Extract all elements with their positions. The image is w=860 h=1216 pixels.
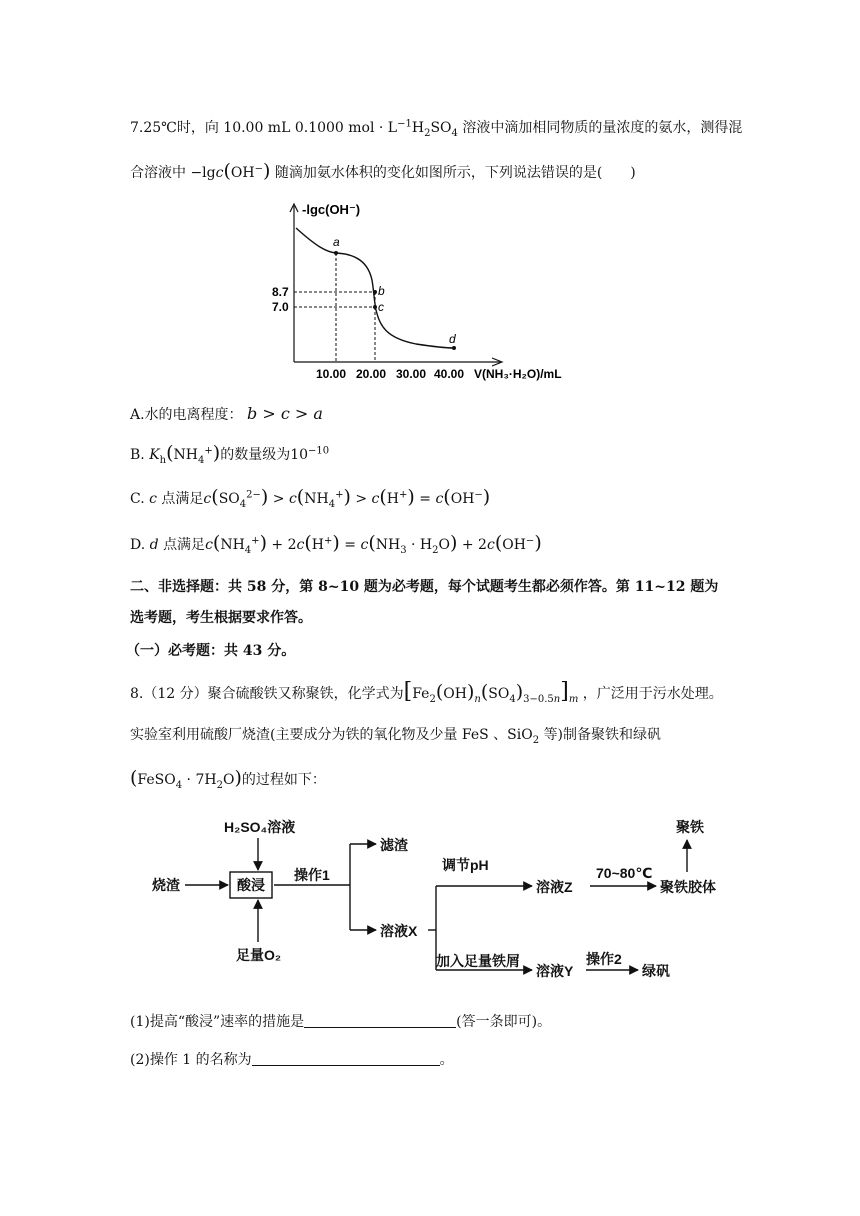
answer-blank-1[interactable] [304, 1013, 456, 1028]
section2-line2: 选考题，考生根据要求作答。 [130, 610, 312, 626]
flow-diagram [140, 810, 740, 990]
graph-point-c: c [378, 300, 384, 314]
flow-soly: 溶液Y [536, 963, 574, 979]
q8-sub2-text: (2)操作 1 的名称为 [130, 1052, 252, 1068]
titration-graph [272, 196, 576, 386]
option-d: D. d 点满足$c(NH_4^+) + 2c(H^+) = c(NH_3 \cdot H_2O) + 2c(OH^-)$ [130, 532, 542, 556]
q8-stem-d: 等)制备聚铁和绿矾 [543, 727, 662, 743]
flow-lvfan: 绿矾 [642, 963, 670, 979]
option-b-label: B. [130, 447, 150, 463]
q8-stem-b: ，广泛用于污水处理。 [582, 686, 723, 702]
graph-point-a: a [333, 235, 340, 249]
section2-sub: （一）必考题：共 43 分。 [126, 643, 296, 659]
option-b-text: 的数量级为10 [220, 447, 309, 463]
option-c: C. c 点满足$c(SO_4^{2-}) > c(NH_4^+) > c(H^+) = c(OH^-)$ [130, 486, 491, 510]
flow-lvzha: 滤渣 [380, 837, 408, 853]
q8-sub1-tail: (答一条即可)。 [456, 1014, 552, 1030]
q7-stem-f: 随滴加氨水体积的变化如图所示，下列说法错误的是( ) [274, 165, 636, 181]
q7-stem-e: 合溶液中 [130, 165, 186, 181]
q7-line1: 7.25℃时，向 10.00 mL 0.1000 mol · $L^{-1}H_2SO_4$ 溶液中滴加相同物质的量浓度的氨水，测得混 [130, 118, 743, 139]
q7-stem-b: H [411, 120, 425, 136]
answer-blank-2[interactable] [252, 1051, 440, 1066]
graph-xtick-10: 10.00 [316, 367, 347, 381]
graph-xtick-40: 40.00 [434, 367, 465, 381]
q8-sub1-text: (1)提高“酸浸”速率的措施是 [130, 1014, 305, 1030]
flow-op2: 操作2 [586, 951, 622, 967]
q8-sub2 [130, 1050, 454, 1070]
section2-line1: 二、非选择题：共 58 分，第 8~10 题为必考题，每个试题考生都必须作答。第 11~12 题为 [130, 579, 719, 595]
q8-stem-e: 的过程如下： [241, 772, 326, 788]
graph-ytick-7-0: 7.0 [272, 300, 289, 314]
q7-stem-c: SO [430, 120, 452, 136]
option-a-label: A.水的电离程度： [130, 407, 243, 423]
option-d-label: D. [130, 537, 146, 553]
q8-sub1 [130, 1012, 551, 1032]
q7-stem-a: 7.25℃时，向 10.00 mL 0.1000 mol · L [130, 120, 398, 136]
flow-suanjin: 酸浸 [237, 877, 265, 893]
graph-ylabel: -lgc(OH⁻) [302, 202, 361, 217]
option-a [130, 404, 323, 425]
q8-line2: 实验室利用硫酸厂烧渣(主要成分为铁的氧化物及少量 FeS 、SiO$_2$ 等)制备聚铁和绿矾 [130, 727, 662, 746]
flow-h2so4: H₂SO₄溶液 [224, 819, 296, 835]
flow-solx: 溶液X [380, 923, 418, 939]
flow-op1: 操作1 [294, 867, 330, 883]
flow-shaozha: 烧渣 [152, 877, 180, 893]
graph-xlabel: V(NH₃·H₂O)/mL [474, 367, 562, 381]
option-b-exponent: −10 [308, 445, 330, 457]
flow-add-fe: 加入足量铁屑 [436, 953, 520, 969]
q7-line2: 合溶液中 −lgc(OH−) 随滴加氨水体积的变化如图所示，下列说法错误的是( ) [130, 160, 636, 182]
graph-xtick-20: 20.00 [356, 367, 387, 381]
flow-temp: 70~80℃ [596, 865, 653, 881]
flow-o2: 足量O₂ [236, 947, 282, 963]
flow-solz: 溶液Z [536, 879, 573, 895]
q8-sub2-tail: 。 [439, 1052, 454, 1068]
flow-adjust-ph: 调节pH [442, 857, 489, 873]
graph-xtick-30: 30.00 [396, 367, 427, 381]
flow-polyiron: 聚铁 [676, 819, 704, 835]
option-c-text: 点满足 [161, 491, 204, 507]
q8-stem-c: 实验室利用硫酸厂烧渣(主要成分为铁的氧化物及少量 FeS 、SiO [130, 727, 533, 743]
graph-point-b: b [378, 284, 385, 298]
option-b: B. $K_h(NH_4^+)$的数量级为$10^{-10}$ [130, 442, 330, 466]
q8-line1: 8.（12 分）聚合硫酸铁又称聚铁，化学式为$[Fe_2(OH)_n(SO_4)_{3-0.5n}]_m$ ，广泛用于污水处理。 [130, 679, 723, 705]
q8-stem-a: 8.（12 分）聚合硫酸铁又称聚铁，化学式为 [130, 686, 404, 702]
option-a-expr: b > c > a [247, 404, 323, 423]
option-d-text: 点满足 [163, 537, 206, 553]
q7-stem-d: 溶液中滴加相同物质的量浓度的氨水，测得混 [462, 120, 743, 136]
graph-ytick-8-7: 8.7 [272, 285, 289, 299]
graph-point-d: d [449, 332, 456, 346]
q8-line3: (FeSO$_4$ · $7H_2O$)的过程如下： [130, 767, 326, 791]
option-c-label: C. [130, 491, 145, 507]
flow-colloid: 聚铁胶体 [660, 879, 716, 895]
